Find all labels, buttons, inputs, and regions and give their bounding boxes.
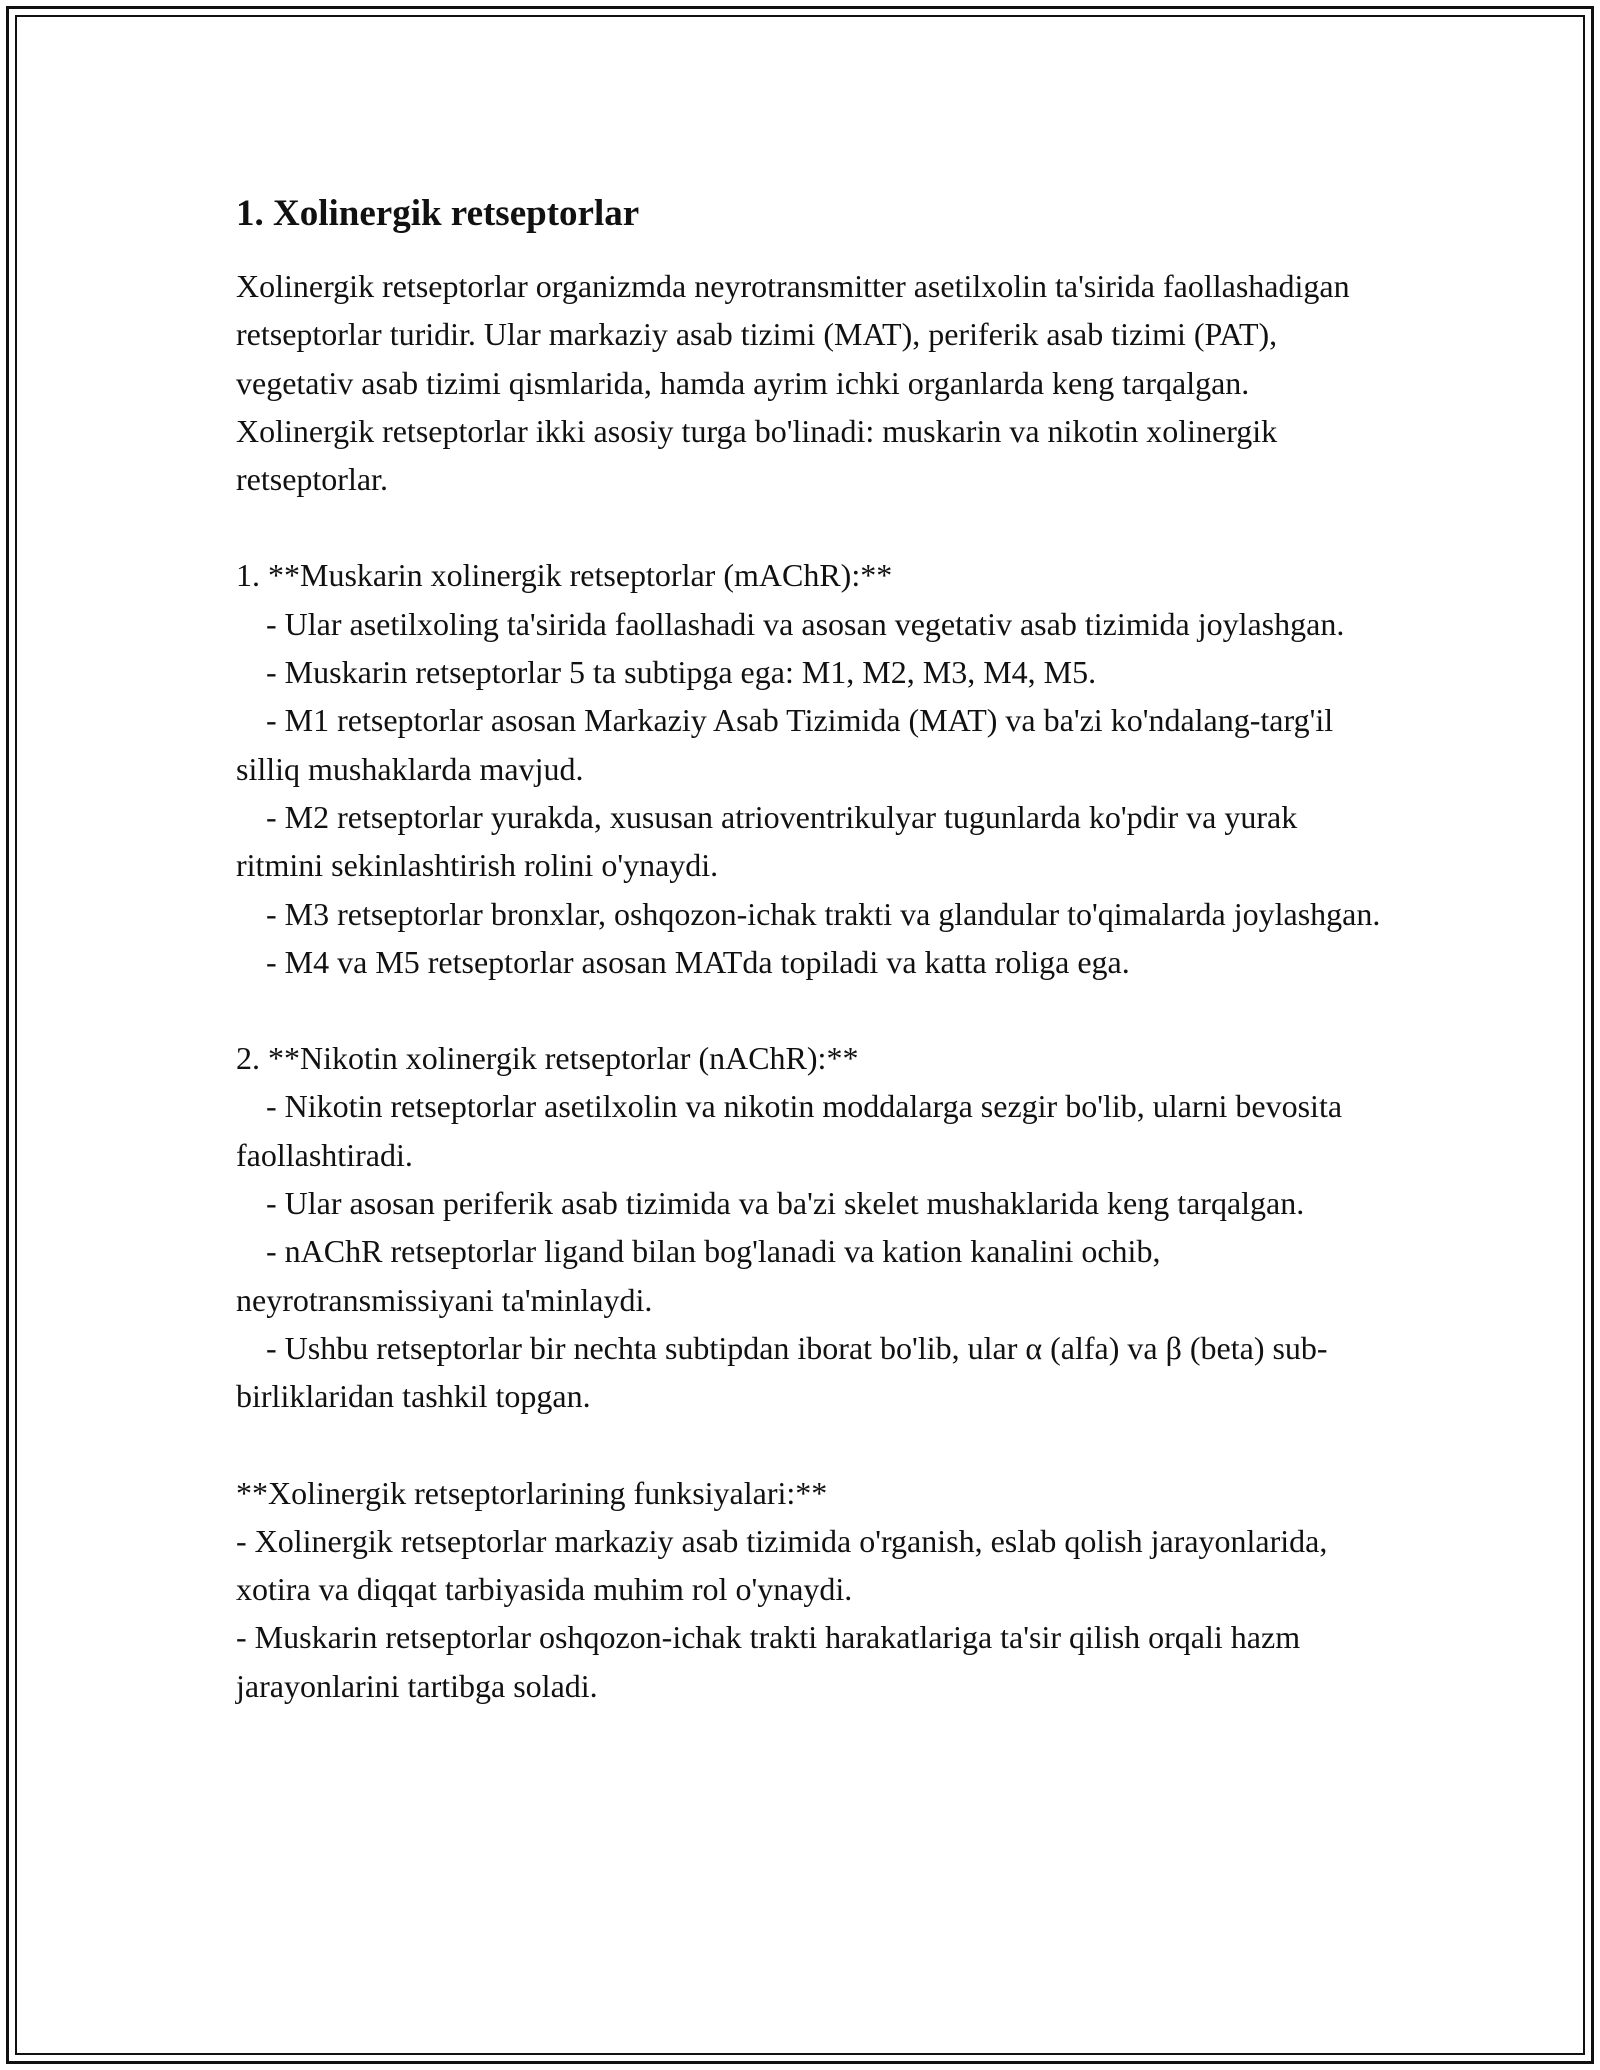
list-item: - M2 retseptorlar yurakda, xususan atrioventrikulyar tugunlarda ko'pdir va yurak ritmini sekinlashtirish rolini o'ynaydi. (236, 798, 1298, 884)
list-item: - Ular asetilxoling ta'sirida faollashadi va asosan vegetativ asab tizimida joylashgan. (266, 605, 1345, 642)
list-item: - M3 retseptorlar bronxlar, oshqozon-ichak trakti va glandular to'qimalarda joylashgan. (266, 895, 1381, 932)
section-heading: 2. **Nikotin xolinergik retseptorlar (nAChR):** (236, 1040, 859, 1077)
section-heading: 1. **Muskarin xolinergik retseptorlar (mAChR):** (236, 557, 893, 594)
list-item: - Muskarin retseptorlar oshqozon-ichak trakti harakatlariga ta'sir qilish orqali hazm jarayonlarini tartibga soladi. (236, 1619, 1301, 1704)
section-heading: **Xolinergik retseptorlarining funksiyalari:** (236, 1474, 828, 1511)
document-body (236, 186, 1386, 1710)
list-item: - Ushbu retseptorlar bir nechta subtipdan iborat bo'lib, ular α (alfa) va β (beta) sub-birliklaridan tashkil topgan. (236, 1329, 1328, 1415)
list-item: - nAChR retseptorlar ligand bilan bog'lanadi va kation kanalini ochib, neyrotransmissiyani ta'minlaydi. (236, 1233, 1161, 1318)
list-item: - Nikotin retseptorlar asetilxolin va nikotin moddalarga sezgir bo'lib, ularni bevosita faollashtiradi. (236, 1088, 1343, 1173)
section-nicotinic (236, 1034, 1386, 1420)
list-item: - Ular asosan periferik asab tizimida va ba'zi skelet mushaklarida keng tarqalgan. (266, 1185, 1305, 1222)
list-item: - Xolinergik retseptorlar markaziy asab tizimida o'rganish, eslab qolish jarayonlarida, xotira va diqqat tarbiyasida muhim rol o'ynaydi. (236, 1522, 1328, 1608)
section-functions (236, 1469, 1386, 1710)
section-muscarinic (236, 551, 1386, 986)
list-item: - M1 retseptorlar asosan Markaziy Asab Tizimida (MAT) va ba'zi ko'ndalang-targ'il silliq mushaklarda mavjud. (236, 702, 1334, 787)
list-item: - Muskarin retseptorlar 5 ta subtipga ega: M1, M2, M3, M4, M5. (266, 654, 1097, 691)
list-item: - M4 va M5 retseptorlar asosan MATda topiladi va katta roliga ega. (266, 943, 1130, 980)
document-title: 1. Xolinergik retseptorlar (236, 193, 640, 234)
intro-paragraph: Xolinergik retseptorlar organizmda neyrotransmitter asetilxolin ta'sirida faollashadigan retseptorlar turidir. Ular markaziy asab tizimi (MAT), periferik asab tizimi (PAT), vegetativ asab tizimi qismlarida, hamda ayrim ichki organlarda keng tarqalgan. Xolinergik retseptorlar ikki asosiy turga bo'linadi: muskarin va nikotin xolinergik retseptorlar. (236, 268, 1350, 498)
